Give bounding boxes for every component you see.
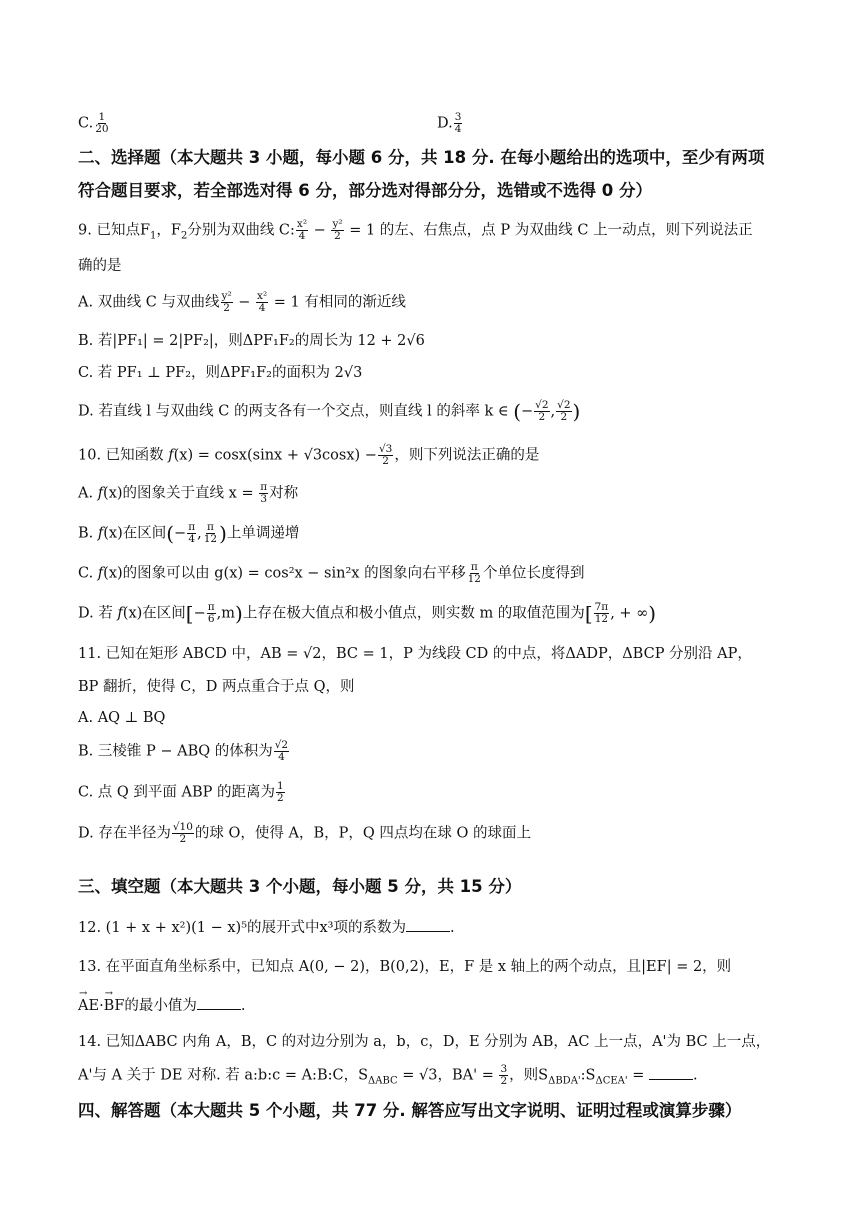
option-c-label: C.: [78, 115, 94, 132]
q11-option-c: C. 点 Q 到平面 ABP 的距离为 $\frac{1}{2}$: [78, 780, 284, 804]
q11-stem-line2: BP 翻折，使得 C，D 两点重合于点 Q，则: [78, 679, 355, 695]
q9-option-d: D. 若直线 l 与双曲线 C 的两支各有一个交点，则直线 l 的斜率 k ∈ (− $\frac{√2}{2}$ , $\frac{√2}{2}$ ): [78, 399, 581, 424]
section3-heading: 三、填空题（本大题共 3 个小题，每小题 5 分，共 15 分）: [78, 877, 522, 896]
q9-stem: 9. 已知点$F_1$，$F_2$分别为双曲线 C: $\frac{\text{x²}}{4}$ − $\frac{\text{y²}}{2}$ = 1 的左、右焦点，点 P 为双曲线 C 上一动点，则下列说法正: [78, 218, 753, 242]
q10-option-a: A. 𝑓(x)的图象关于直线 x = $\frac{\pi}{3}$ 对称: [78, 481, 299, 505]
q10-option-c: C. 𝑓(x)的图象可以由 g(x) = cos²x − sin²x 的图象向右平移 $\frac{\pi}{12}$ 个单位长度得到: [78, 561, 585, 585]
option-c-fraction: $\frac{1}{20}$: [95, 111, 109, 135]
q10-stem: 10. 已知函数 𝑓(x) = cosx(sinx + √3cosx) − $\frac{√3}{2}$ ，则下列说法正确的是: [78, 443, 540, 467]
section2-heading-line1: 二、选择题（本大题共 3 小题，每小题 6 分，共 18 分. 在每小题给出的选项中，至少有两项: [78, 148, 765, 167]
section4-heading: 四、解答题（本大题共 5 个小题，共 77 分. 解答应写出文字说明、证明过程或演算步骤）: [78, 1101, 742, 1120]
answer-blank: [197, 995, 241, 1010]
q8-option-d: [437, 112, 463, 135]
answer-blank: [406, 917, 450, 932]
q8-option-c: [78, 112, 111, 135]
q14-line2: A'与 A 关于 DE 对称. 若 a:b:c = A:B:C，$S_{\Delta ABC} = √3$，BA' = $\frac{3}{2}$ ，则$S_{\Delta BDA'}:S_{\Delta CEA'}$ = .: [78, 1063, 698, 1087]
q13-line2: → AE·→ BF的最小值为 .: [78, 995, 246, 1017]
option-d-label: D.: [437, 115, 453, 132]
answer-blank: [649, 1065, 693, 1080]
section2-heading-line2: 符合题目要求，若全部选对得 6 分，部分选对得部分分，选错或不选得 0 分）: [78, 181, 652, 200]
q12: 12. (1 + x + x²)(1 − x)⁵的展开式中x³项的系数为 .: [78, 917, 455, 939]
q11-option-b: B. 三棱锥 P − ABQ 的体积为 $\frac{√2}{4}$: [78, 739, 289, 763]
q10-option-b: B. 𝑓(x)在区间(− $\frac{\pi}{4}$ , $\frac{\pi}{12}$ )上单调递增: [78, 521, 300, 546]
q11-stem-line1: 11. 已知在矩形 ABCD 中，AB = √2，BC = 1，P 为线段 CD 的中点，将ΔADP，ΔBCP 分别沿 AP，: [78, 646, 752, 662]
option-d-fraction: $\frac{3}{4}$: [454, 111, 462, 135]
q11-option-a: A. AQ ⊥ BQ: [78, 710, 166, 726]
q13-line1: 13. 在平面直角坐标系中，已知点 A(0, − 2)，B(0,2)，E，F 是 x 轴上的两个动点，且|EF| = 2，则: [78, 959, 732, 975]
q14-line1: 14. 已知ΔABC 内角 A，B，C 的对边分别为 a，b，c，D，E 分别为 AB，AC 上一点，A'为 BC 上一点，: [78, 1034, 771, 1050]
q9-option-b: B. 若|PF₁| = 2|PF₂|，则ΔPF₁F₂的周长为 12 + 2√6: [78, 333, 425, 349]
q9-option-c: C. 若 PF₁ ⊥ PF₂，则ΔPF₁F₂的面积为 2√3: [78, 365, 363, 381]
q9-stem-line2: 确的是: [78, 258, 122, 274]
q9-option-a: A. 双曲线 C 与双曲线 $\frac{\text{y²}}{2}$ − $\frac{\text{x²}}{4}$ = 1 有相同的渐近线: [78, 290, 406, 314]
q10-option-d: D. 若 𝑓(x)在区间[− $\frac{\pi}{6}$ ,m)上存在极大值点和极小值点，则实数 m 的取值范围为[ $\frac{7\pi}{12}$ , + ∞): [78, 601, 657, 626]
q11-option-d: D. 存在半径为 $\frac{√10}{2}$ 的球 O，使得 A，B，P，Q 四点均在球 O 的球面上: [78, 821, 531, 845]
